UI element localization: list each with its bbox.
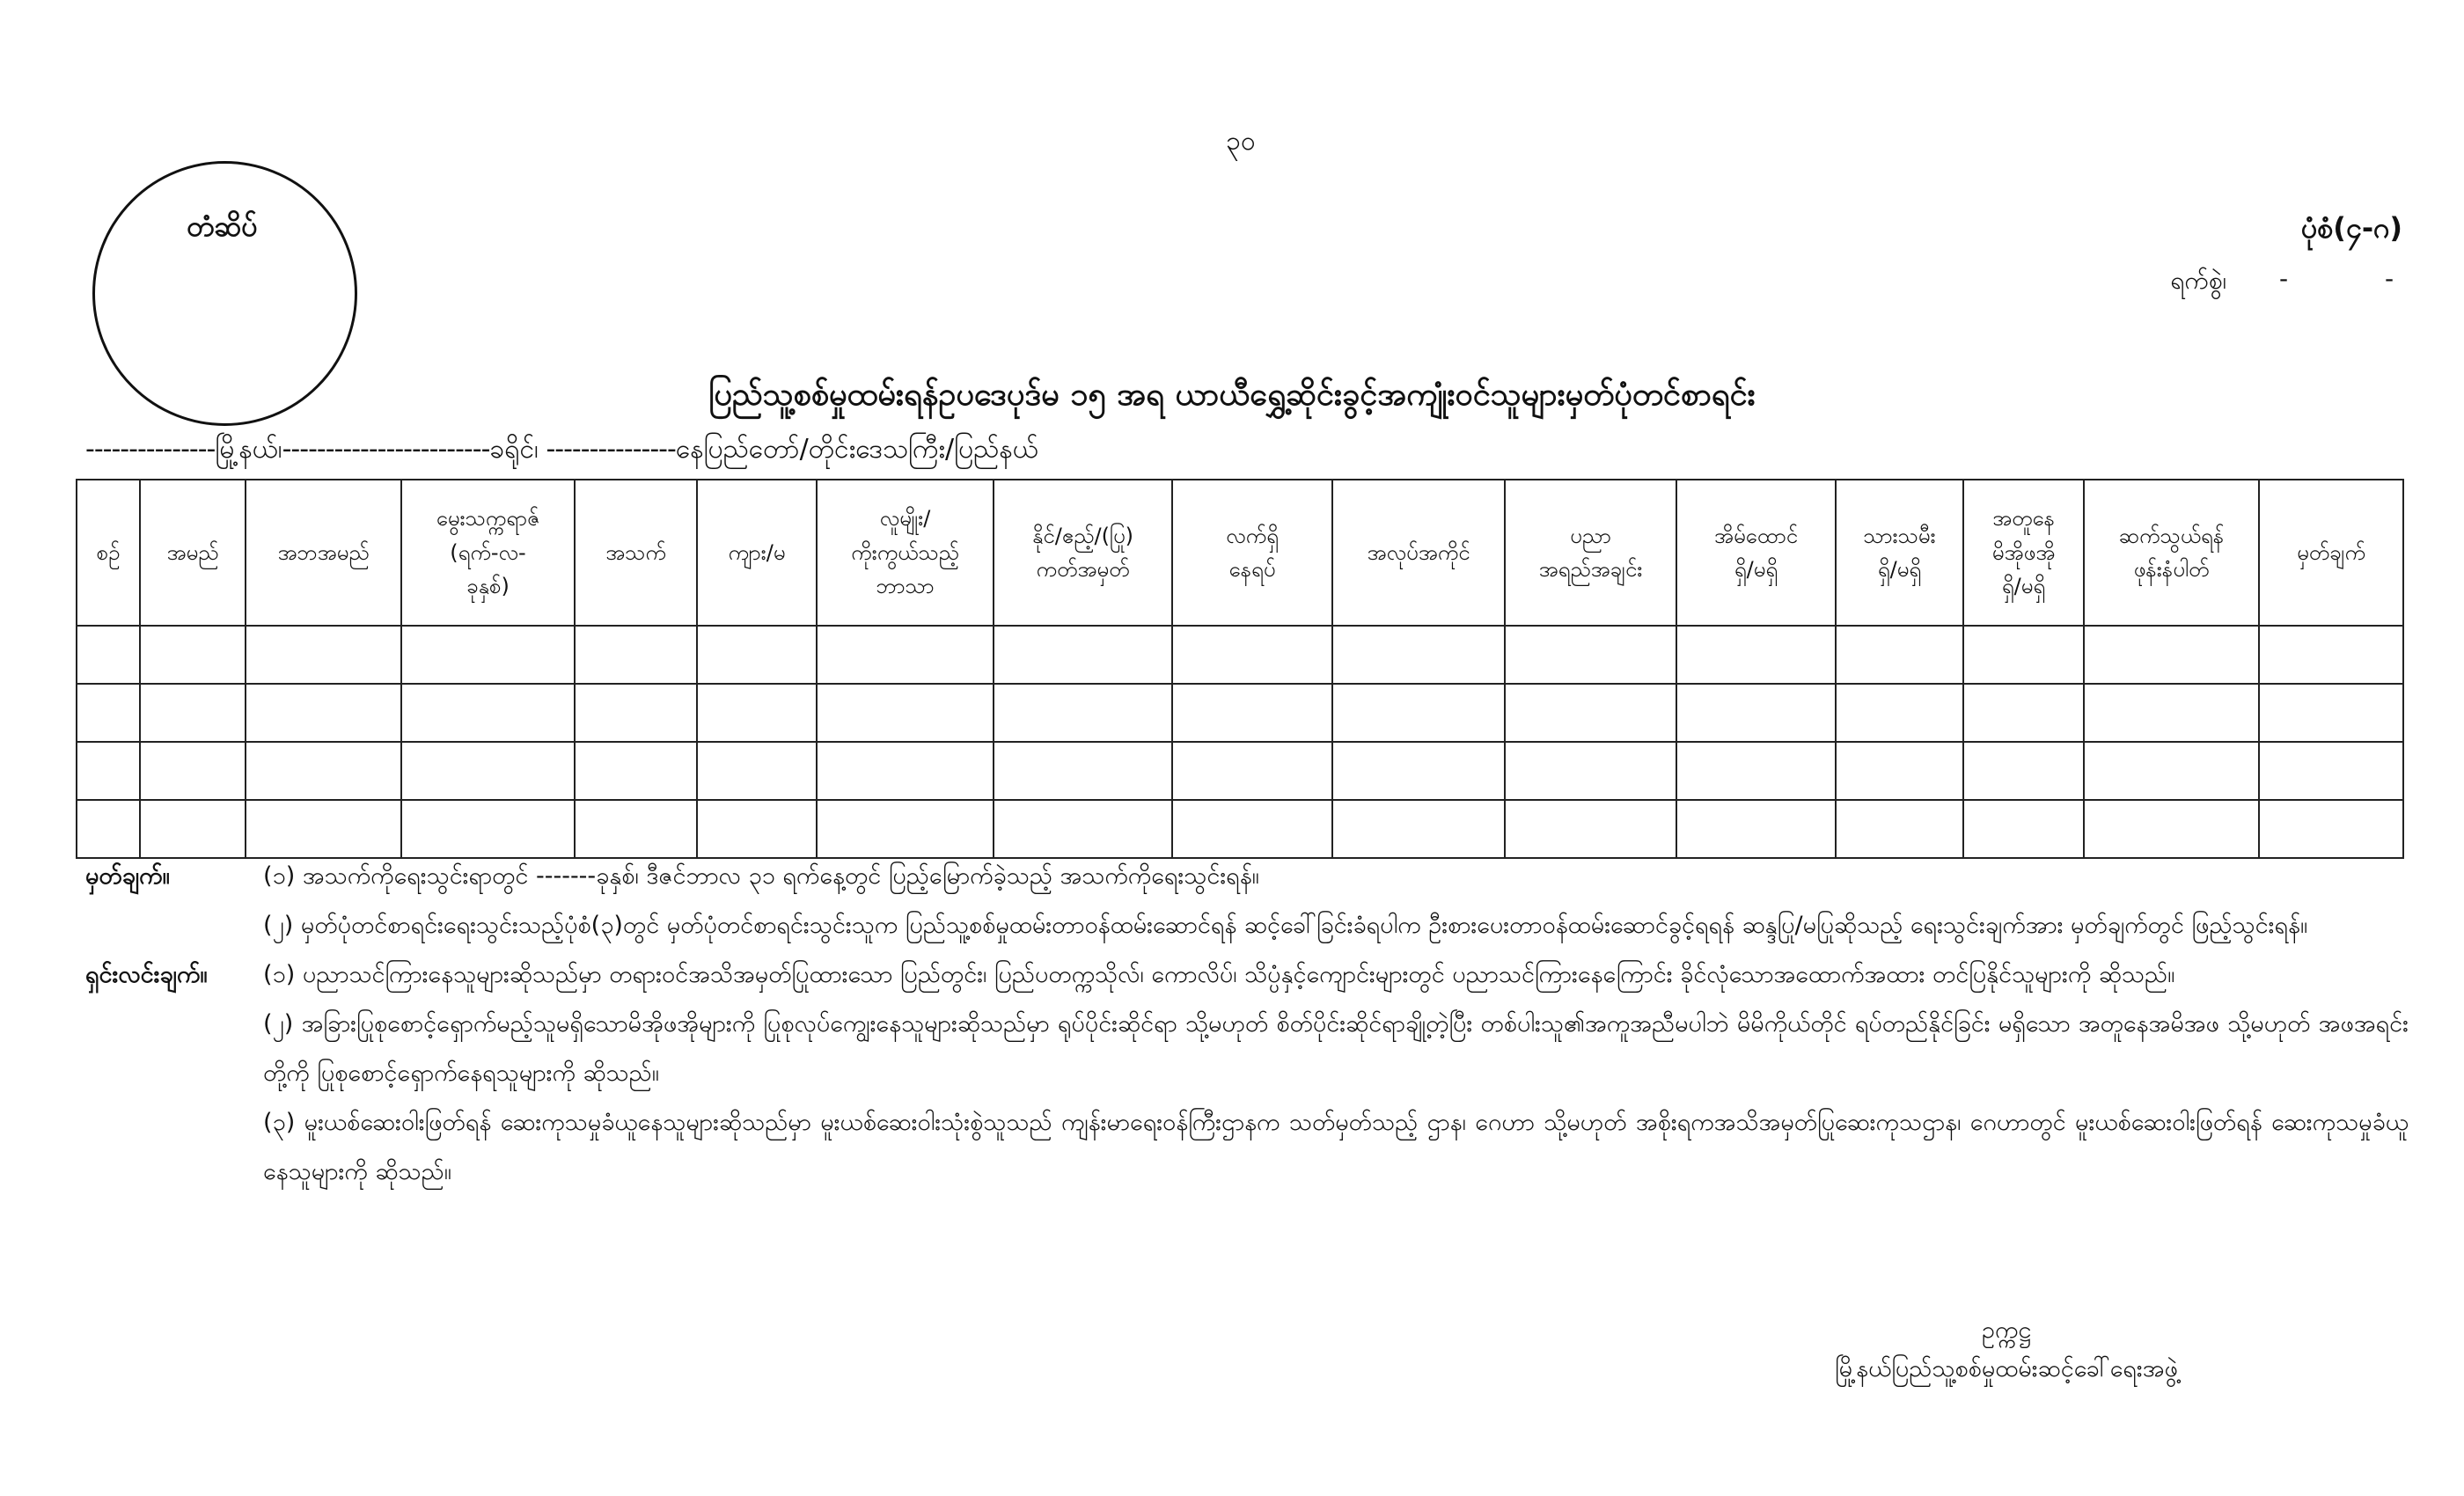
table-cell[interactable] [1836, 800, 1963, 858]
table-cell[interactable] [2259, 684, 2403, 742]
remark-text: (၂) မှတ်ပုံတင်စာရင်းရေးသွင်းသည့်ပုံစံ(၃)တွင် မှတ်ပုံတင်စာရင်းသွင်းသူက ပြည်သူ့စစ်မှုထမ်းတာဝန်ထမ်းဆောင်ရန် ဆင့်ခေါ်ခြင်းခံရပါက ဦးစားပေးတာဝန်ထမ်းဆောင်ခွင့်ရရန် ဆန္ဒပြု/မပြုဆိုသည့် ရေးသွင်းချက်အား မှတ်ချက်တွင် ဖြည့်သွင်းရန်။ [263, 912, 2308, 939]
date-label: ရက်စွဲ၊ [2170, 266, 2226, 295]
table-cell[interactable] [1505, 626, 1676, 684]
table-cell[interactable] [697, 742, 817, 800]
explanation-text: (၂) အခြားပြုစုစောင့်ရှောက်မည့်သူမရှိသောမိအိုဖအိုများကို ပြုစုလုပ်ကျွေးနေသူများဆိုသည်မှာ ရုပ်ပိုင်းဆိုင်ရာ သို့မဟုတ် စိတ်ပိုင်းဆိုင်ရာချို့တဲ့ပြီး တစ်ပါးသူ၏အကူအညီမပါဘဲ မိမိကိုယ်တိုင် ရပ်တည်နိုင်ခြင်း မရှိသော အတူနေအမိအဖ သို့မဟုတ် အဖအရင်းတို့ကို ပြုစုစောင့်ရှောက်နေရသူများကို ဆိုသည်။ [263, 1010, 2409, 1087]
table-cell[interactable] [575, 684, 697, 742]
table-cell[interactable] [697, 626, 817, 684]
table-header-row [77, 480, 2403, 626]
col-header: အမည် [140, 480, 246, 626]
location-line [85, 431, 1405, 471]
table-cell[interactable] [401, 684, 575, 742]
table-cell[interactable] [1963, 800, 2084, 858]
table-cell[interactable] [1963, 626, 2084, 684]
explanation-1 [85, 950, 2409, 1000]
page-number: ၃၀ [1226, 126, 1256, 157]
remark-text: (၁) အသက်ကိုရေးသွင်းရာတွင် -------ခုနှစ်၊ ဒီဇင်ဘာလ ၃၁ ရက်နေ့တွင် ပြည့်မြောက်ခဲ့သည့် အသက်ကိုရေးသွင်းရန်။ [263, 862, 1259, 890]
table-cell[interactable] [2259, 626, 2403, 684]
district-label: ခရိုင်၊ [489, 434, 539, 465]
table-cell[interactable] [246, 684, 401, 742]
table-cell[interactable] [1505, 800, 1676, 858]
table-cell[interactable] [697, 684, 817, 742]
table-cell[interactable] [817, 800, 994, 858]
col-header: အိမ်ထောင် ရှိ/မရှိ [1676, 480, 1836, 626]
explanation-text: (၁) ပညာသင်ကြားနေသူများဆိုသည်မှာ တရားဝင်အသိအမှတ်ပြုထားသော ပြည်တွင်း၊ ပြည်ပတက္ကသိုလ်၊ ကောလိပ်၊ သိပ္ပံနှင့်ကျောင်းများတွင် ပညာသင်ကြားနေကြောင်း ခိုင်လုံသောအထောက်အထား တင်ပြနိုင်သူများကို ဆိုသည်။ [263, 961, 2175, 988]
table-cell[interactable] [994, 626, 1172, 684]
table-row [77, 626, 2403, 684]
region-blank: --------------- [538, 434, 676, 465]
table-cell[interactable] [77, 742, 140, 800]
registration-table [76, 479, 2404, 859]
region-label: နေပြည်တော်/တိုင်းဒေသကြီး/ပြည်နယ် [675, 434, 1038, 465]
table-cell[interactable] [246, 626, 401, 684]
table-cell[interactable] [817, 742, 994, 800]
col-header: ပညာ အရည်အချင်း [1505, 480, 1676, 626]
col-header: နိုင်/ဧည့်/(ပြု) ကတ်အမှတ် [994, 480, 1172, 626]
table-cell[interactable] [817, 626, 994, 684]
col-header: လူမျိုး/ ကိုးကွယ်သည့် ဘာသာ [817, 480, 994, 626]
table-cell[interactable] [2084, 684, 2259, 742]
township-label: မြို့နယ်၊ [215, 434, 282, 465]
notes-section [85, 852, 2409, 1197]
explanations-label: ရှင်းလင်းချက်။ [85, 961, 208, 988]
table-row [77, 742, 2403, 800]
table-cell[interactable] [1505, 684, 1676, 742]
table-body [77, 626, 2403, 858]
table-cell[interactable] [1172, 742, 1332, 800]
table-cell[interactable] [77, 800, 140, 858]
col-header: စဉ် [77, 480, 140, 626]
table-cell[interactable] [1676, 626, 1836, 684]
remark-1 [85, 852, 2409, 901]
date-dash-day: - [2279, 264, 2289, 293]
col-header: အသက် [575, 480, 697, 626]
table-cell[interactable] [2084, 626, 2259, 684]
col-header: လက်ရှိ နေရပ် [1172, 480, 1332, 626]
table-cell[interactable] [575, 626, 697, 684]
township-blank: --------------- [85, 434, 216, 465]
table-cell[interactable] [575, 800, 697, 858]
table-row [77, 800, 2403, 858]
table-cell[interactable] [401, 800, 575, 858]
table-cell[interactable] [2259, 742, 2403, 800]
table-cell[interactable] [2084, 800, 2259, 858]
table-cell[interactable] [1963, 684, 2084, 742]
table-cell[interactable] [1332, 626, 1505, 684]
table-cell[interactable] [575, 742, 697, 800]
explanation-3 [85, 1098, 2409, 1197]
table-cell[interactable] [2084, 742, 2259, 800]
col-header: အတူနေ မိအိုဖအို ရှိ/မရှိ [1963, 480, 2084, 626]
table-cell[interactable] [697, 800, 817, 858]
table-cell[interactable] [401, 742, 575, 800]
table-cell[interactable] [1836, 684, 1963, 742]
table-cell[interactable] [1332, 742, 1505, 800]
explanation-text: (၃) မူးယစ်ဆေးဝါးဖြတ်ရန် ဆေးကုသမှုခံယူနေသူများဆိုသည်မှာ မူးယစ်ဆေးဝါးသုံးစွဲသူသည် ကျန်းမာရေးဝန်ကြီးဌာနက သတ်မှတ်သည့် ဌာန၊ ဂေဟာ သို့မဟုတ် အစိုးရကအသိအမှတ်ပြုဆေးကုသဌာန၊ ဂေဟာတွင် မူးယစ်ဆေးဝါးဖြတ်ရန် ဆေးကုသမှုခံယူနေသူများကို ဆိုသည်။ [263, 1109, 2409, 1185]
table-cell[interactable] [1836, 626, 1963, 684]
district-blank: ------------------------ [282, 434, 490, 465]
table-cell[interactable] [1676, 742, 1836, 800]
date-dash-month: - [2385, 264, 2394, 293]
remark-2 [85, 901, 2409, 950]
table-cell[interactable] [817, 684, 994, 742]
col-header: ဆက်သွယ်ရန် ဖုန်းနံပါတ် [2084, 480, 2259, 626]
table-row [77, 684, 2403, 742]
table-cell[interactable] [1963, 742, 2084, 800]
table-cell[interactable] [1676, 684, 1836, 742]
form-number: ပုံစံ(၄-ဂ) [2300, 211, 2402, 245]
table-cell[interactable] [1505, 742, 1676, 800]
table-cell[interactable] [1172, 626, 1332, 684]
seal-label: တံဆိပ် [187, 209, 258, 243]
table-cell[interactable] [1332, 684, 1505, 742]
table-cell[interactable] [994, 800, 1172, 858]
col-header: သားသမီး ရှိ/မရှိ [1836, 480, 1963, 626]
col-header: အလုပ်အကိုင် [1332, 480, 1505, 626]
table-cell[interactable] [140, 800, 246, 858]
table-cell[interactable] [1676, 800, 1836, 858]
signature-org: မြို့နယ်ပြည်သူ့စစ်မှုထမ်းဆင့်ခေါ်ရေးအဖွဲ့ [1835, 1355, 2178, 1382]
table-cell[interactable] [1332, 800, 1505, 858]
col-header: မွေးသက္ကရာဇ် (ရက်-လ- ခုနှစ်) [401, 480, 575, 626]
col-header: အဘအမည် [246, 480, 401, 626]
table-cell[interactable] [246, 742, 401, 800]
signature-title: ဥက္ကဋ္ဌ [1981, 1316, 2032, 1344]
signature-block [1778, 1311, 2235, 1389]
table-cell[interactable] [246, 800, 401, 858]
table-cell[interactable] [140, 684, 246, 742]
table-cell[interactable] [1836, 742, 1963, 800]
remarks-label: မှတ်ချက်။ [85, 862, 170, 890]
page-title: ပြည်သူ့စစ်မှုထမ်းရန်ဥပဒေပုဒ်မ ၁၅ အရ ယာယီရွှေ့ဆိုင်းခွင့်အကျုံးဝင်သူများမှတ်ပုံတင်စာရင်း [708, 377, 1756, 413]
table-cell[interactable] [1172, 684, 1332, 742]
explanation-2 [85, 1000, 2409, 1098]
table-cell[interactable] [77, 626, 140, 684]
table-cell[interactable] [1172, 800, 1332, 858]
table-cell[interactable] [2259, 800, 2403, 858]
col-header: ကျား/မ [697, 480, 817, 626]
table-cell[interactable] [401, 626, 575, 684]
table-cell[interactable] [77, 684, 140, 742]
table-cell[interactable] [994, 742, 1172, 800]
table-cell[interactable] [140, 626, 246, 684]
col-header: မှတ်ချက် [2259, 480, 2403, 626]
table-cell[interactable] [994, 684, 1172, 742]
table-cell[interactable] [140, 742, 246, 800]
